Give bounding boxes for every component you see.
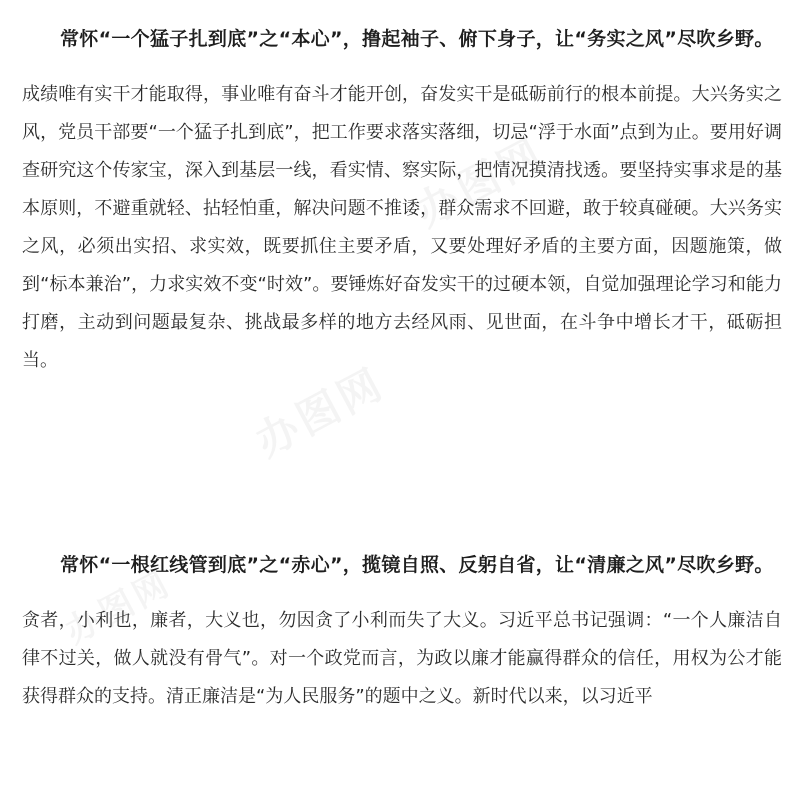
section-body-2: 贪者，小利也，廉者，大义也，勿因贪了小利而失了大义。习近平总书记强调：“一个人廉洁自律不过关，做人就没有骨气”。对一个政党而言，为政以廉才能赢得群众的信任，用权为公才能获得群众的支持。清正廉洁是“为人民服务”的题中之义。新时代以来，以习近平 xyxy=(22,610,782,707)
watermark-text: 办图网 xyxy=(407,128,553,237)
section-heading-2: 常怀“一根红线管到底”之“赤心”，揽镜自照、反躬自省，让“清廉之风”尽吹乡野。 xyxy=(60,554,774,576)
section-body-1: 成绩唯有实干才能取得，事业唯有奋斗才能开创，奋发实干是砥砺前行的根本前提。大兴务实之风，党员干部要“一个猛子扎到底”，把工作要求落实落细，切忌“浮于水面”点到为止。要用好调查研究这个传家宝，深入到基层一线，看实情、察实际，把情况摸清找透。要坚持实事求是的基本原则，不避重就轻、拈轻怕重，解决问题不推诿，群众需求不回避，敢于较真碰硬。大兴务实之风，必须出实招、求实效，既要抓住主要矛盾，又要处理好矛盾的主要方面，因题施策，做到“标本兼治”，力求实效不变“时效”。要锤炼好奋发实干的过硬本领，自觉加强理论学习和能力打磨，主动到问题最复杂、挑战最多样的地方去经风雨、见世面，在斗争中增长才干，砥砺担当。 xyxy=(22,84,782,371)
watermark-text: 办图网 xyxy=(58,563,179,653)
section-heading-1: 常怀“一个猛子扎到底”之“本心”，撸起袖子、俯下身子，让“务实之风”尽吹乡野。 xyxy=(60,28,774,50)
watermark-text: 办图网 xyxy=(247,358,393,467)
